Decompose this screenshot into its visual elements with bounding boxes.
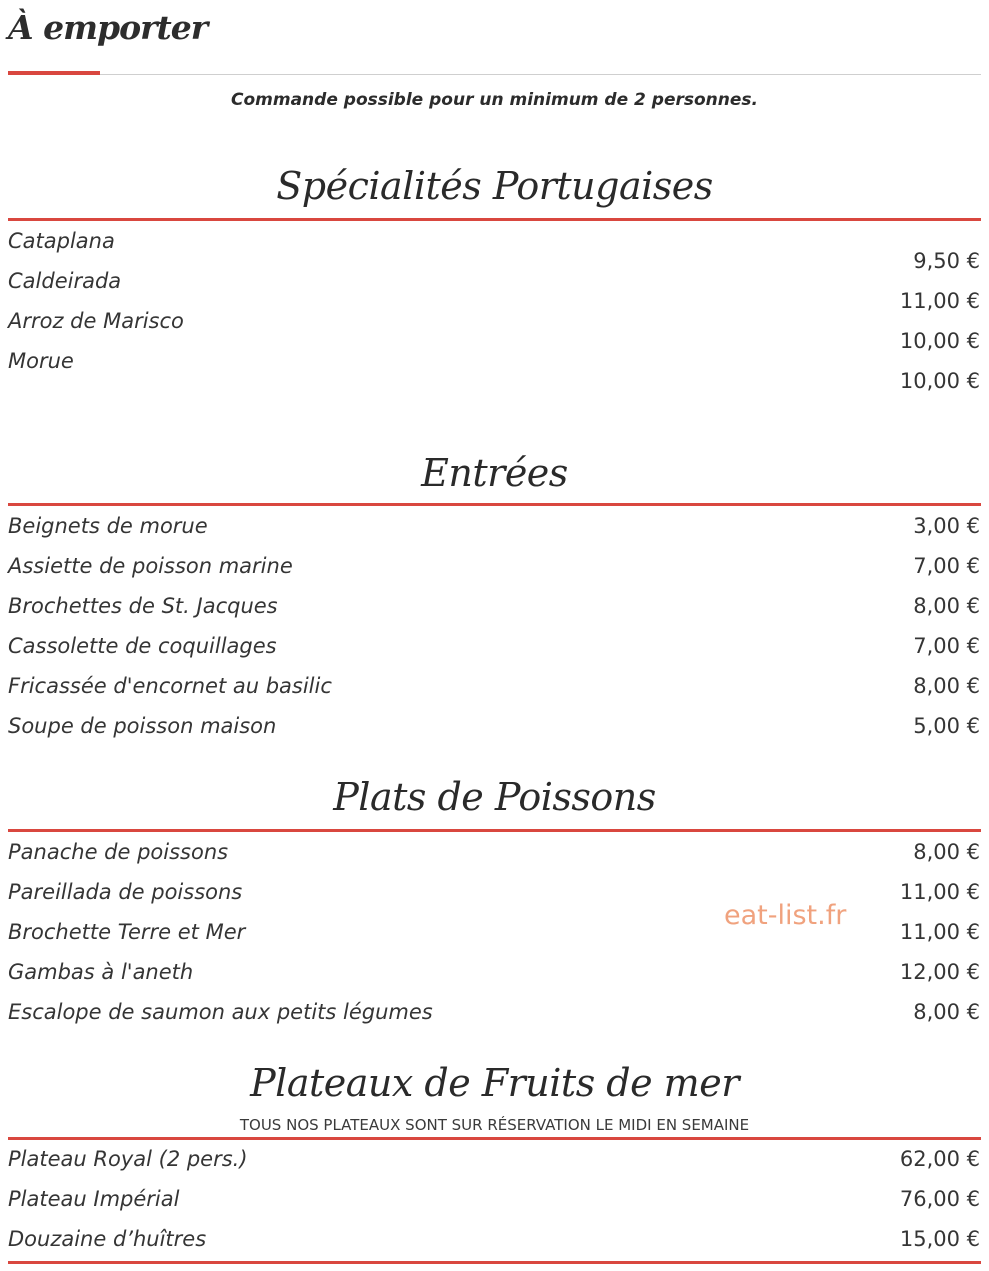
menu-item-name: Pareillada de poissons	[8, 880, 243, 904]
watermark: eat-list.fr	[724, 900, 847, 931]
menu-item-price: 8,00 €	[913, 1000, 980, 1024]
section-divider	[8, 829, 981, 832]
menu-item-price: 8,00 €	[913, 840, 980, 864]
menu-item-name: Fricassée d'encornet au basilic	[8, 674, 332, 698]
page-title: À emporter	[8, 8, 208, 47]
minimum-order-notice: Commande possible pour un minimum de 2 personnes.	[231, 90, 758, 110]
menu-item-name: Caldeirada	[8, 269, 122, 293]
menu-item-price: 8,00 €	[913, 594, 980, 618]
menu-item-price: 76,00 €	[899, 1187, 980, 1211]
menu-item-price: 10,00 €	[899, 329, 980, 353]
menu-item-price: 11,00 €	[899, 880, 980, 904]
menu-item-name: Plateau Royal (2 pers.)	[8, 1147, 248, 1171]
section-divider-bottom	[8, 1261, 981, 1264]
section-divider	[8, 218, 981, 221]
menu-item-price: 12,00 €	[899, 960, 980, 984]
menu-item-name: Morue	[8, 349, 74, 373]
menu-item-name: Escalope de saumon aux petits légumes	[8, 1000, 433, 1024]
section-title-entrees: Entrées	[421, 451, 568, 495]
menu-item-price: 8,00 €	[913, 674, 980, 698]
menu-item-price: 11,00 €	[899, 920, 980, 944]
menu-item-price: 15,00 €	[899, 1227, 980, 1251]
menu-item-name: Assiette de poisson marine	[8, 554, 293, 578]
menu-item-price: 62,00 €	[899, 1147, 980, 1171]
menu-item-name: Brochette Terre et Mer	[8, 920, 246, 944]
section-subtitle-reservation: TOUS NOS PLATEAUX SONT SUR RÉSERVATION LE MIDI EN SEMAINE	[239, 1116, 750, 1134]
menu-item-price: 9,50 €	[913, 249, 980, 273]
menu-item-price: 10,00 €	[899, 369, 980, 393]
menu-item-name: Cataplana	[8, 229, 115, 253]
menu-item-name: Cassolette de coquillages	[8, 634, 277, 658]
menu-item-name: Brochettes de St. Jacques	[8, 594, 278, 618]
section-title-plateaux: Plateaux de Fruits de mer	[250, 1061, 739, 1105]
menu-item-price: 5,00 €	[913, 714, 980, 738]
title-accent-bar	[8, 71, 100, 75]
title-divider	[8, 74, 981, 75]
menu-item-name: Soupe de poisson maison	[8, 714, 277, 738]
menu-item-name: Gambas à l'aneth	[8, 960, 194, 984]
menu-item-price: 11,00 €	[899, 289, 980, 313]
menu-item-price: 3,00 €	[913, 514, 980, 538]
menu-item-name: Panache de poissons	[8, 840, 229, 864]
section-title-specialites: Spécialités Portugaises	[276, 164, 713, 208]
menu-item-name: Plateau Impérial	[8, 1187, 180, 1211]
section-divider	[8, 1137, 981, 1140]
menu-item-name: Douzaine d’huîtres	[8, 1227, 207, 1251]
section-title-plats-poissons: Plats de Poissons	[333, 775, 656, 819]
menu-item-name: Arroz de Marisco	[8, 309, 184, 333]
menu-item-price: 7,00 €	[913, 554, 980, 578]
menu-item-name: Beignets de morue	[8, 514, 208, 538]
menu-item-price: 7,00 €	[913, 634, 980, 658]
section-divider	[8, 503, 981, 506]
